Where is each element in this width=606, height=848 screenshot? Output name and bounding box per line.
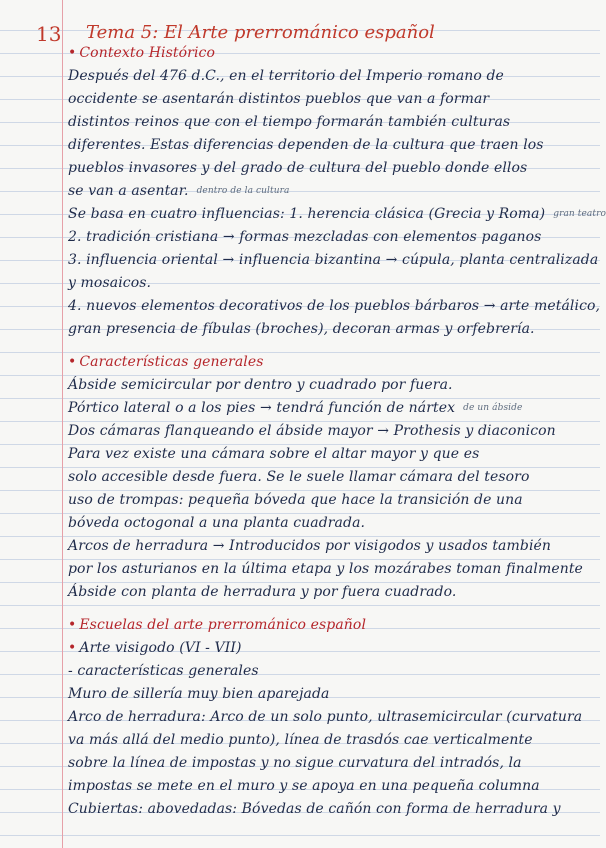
text-line: Después del 476 d.C., en el territorio del Imperio romano de (68, 68, 504, 84)
text-line: Para vez existe una cámara sobre el altar mayor y que es (68, 446, 480, 462)
text-line: Dos cámaras flanqueando el ábside mayor → Prothesis y diaconicon (68, 423, 556, 439)
section-heading (68, 614, 588, 637)
section-heading (68, 351, 588, 374)
text-line: Muro de sillería muy bien aparejada (68, 686, 330, 702)
annotation: gran teatro (553, 209, 606, 219)
section-heading-text: Contexto Histórico (79, 45, 215, 61)
text-line-content: Se basa en cuatro influencias: 1. herencia clásica (Grecia y Roma) (68, 206, 546, 222)
spacer (68, 341, 588, 351)
bullet-icon: • (68, 45, 77, 61)
text-line: va más allá del medio punto), línea de trasdós cae verticalmente (68, 732, 533, 748)
text-line: impostas se mete en el muro y se apoya en una pequeña columna (68, 778, 540, 794)
text-line: 4. nuevos elementos decorativos de los pueblos bárbaros → arte metálico, (68, 298, 601, 314)
spacer (68, 604, 588, 614)
bullet-icon: • (68, 617, 77, 633)
section-heading (68, 42, 588, 65)
text-line: por los asturianos en la última etapa y los mozárabes toman finalmente (68, 561, 583, 577)
text-line: Arcos de herradura → Introducidos por visigodos y usados también (68, 538, 552, 554)
text-line: sobre la línea de impostas y no sigue curvatura del intradós, la (68, 755, 522, 771)
text-line (68, 180, 588, 203)
margin-line (62, 0, 63, 848)
subsection-heading-text: Arte visigodo (VI - VII) (79, 640, 242, 656)
text-line: occidente se asentarán distintos pueblos que van a formar (68, 91, 490, 107)
bullet-icon: • (68, 640, 77, 656)
text-line: diferentes. Estas diferencias dependen de la cultura que traen los (68, 137, 544, 153)
text-line: solo accesible desde fuera. Se le suele llamar cámara del tesoro (68, 469, 530, 485)
section-heading-text: Características generales (79, 354, 264, 370)
section-heading-text: Escuelas del arte prerrománico español (79, 617, 367, 633)
text-line: Cubiertas: abovedadas: Bóvedas de cañón con forma de herradura y (68, 801, 561, 817)
text-line: Arco de herradura: Arco de un solo punto, ultrasemicircular (curvatura (68, 709, 583, 725)
text-line: 2. tradición cristiana → formas mezcladas con elementos paganos (68, 229, 542, 245)
text-line-content: se van a asentar. (68, 183, 189, 199)
text-line: - características generales (68, 663, 259, 679)
text-line: distintos reinos que con el tiempo formarán también culturas (68, 114, 511, 130)
text-line-content: Pórtico lateral o a los pies → tendrá función de nártex (68, 400, 456, 416)
text-line (68, 397, 588, 420)
text-line: 3. influencia oriental → influencia bizantina → cúpula, planta centralizada (68, 252, 599, 268)
notes-body (68, 42, 606, 821)
bullet-icon: • (68, 354, 77, 370)
text-line: Ábside con planta de herradura y por fuera cuadrado. (68, 584, 457, 600)
text-line: gran presencia de fíbulas (broches), decoran armas y orfebrería. (68, 321, 535, 337)
annotation: dentro de la cultura (196, 186, 290, 196)
text-line: Ábside semicircular por dentro y cuadrado por fuera. (68, 377, 453, 393)
page-title: Tema 5: El Arte prerrománico español (86, 22, 435, 43)
text-line: uso de trompas: pequeña bóveda que hace la transición de una (68, 492, 523, 508)
text-line: y mosaicos. (68, 275, 152, 291)
page-number: 13 (36, 22, 62, 46)
text-line: pueblos invasores y del grado de cultura del pueblo donde ellos (68, 160, 528, 176)
text-line (68, 203, 606, 226)
text-line: bóveda octogonal a una planta cuadrada. (68, 515, 366, 531)
subsection-heading (68, 637, 588, 660)
annotation: de un ábside (463, 403, 523, 413)
